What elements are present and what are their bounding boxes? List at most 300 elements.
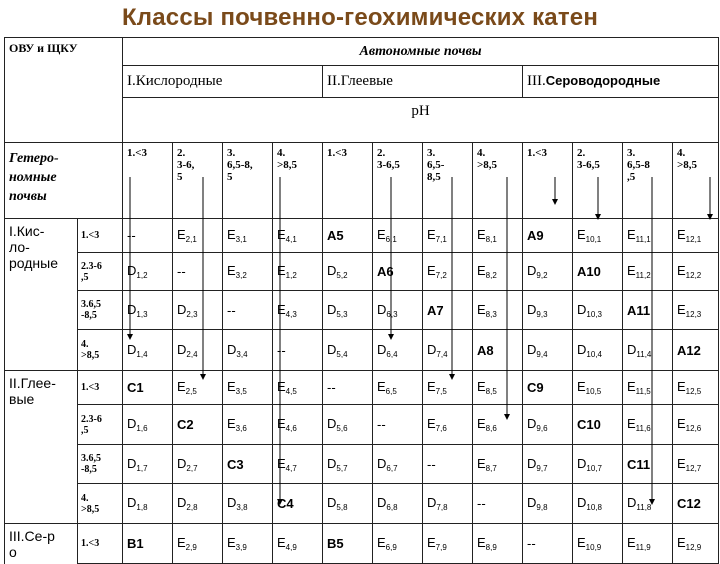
catena-class-code: D <box>377 301 387 317</box>
catena-class-index: 8,5 <box>485 387 497 396</box>
catena-class-code: E <box>277 379 286 394</box>
catena-class-cell <box>573 524 623 564</box>
catena-class-cell <box>323 253 373 291</box>
catena-class-cell <box>623 330 673 371</box>
catena-class-code: E <box>277 227 286 242</box>
row-ph-label: 3.6,5 -8,5 <box>78 291 123 330</box>
table-row <box>5 371 719 405</box>
catena-class-code: -- <box>477 496 486 511</box>
catena-class-cell <box>323 445 373 484</box>
catena-class-index: 2,1 <box>185 235 197 244</box>
catena-class-code: A8 <box>477 342 494 358</box>
catena-class-index: 3,9 <box>235 543 247 552</box>
catena-class-cell <box>173 524 223 564</box>
row-group-label-2: II.Глее- вые <box>5 371 78 524</box>
catena-class-code: E <box>177 535 186 550</box>
catena-class-index: 11,8 <box>636 503 652 512</box>
catena-class-cell <box>623 371 673 405</box>
catena-class-index: 7,6 <box>435 424 447 433</box>
catena-class-code: E <box>227 379 236 394</box>
catena-class-code: E <box>427 416 436 431</box>
row-group-label-1: I.Кис- ло- родные <box>5 219 78 371</box>
catena-class-cell <box>223 291 273 330</box>
catena-class-code: D <box>127 263 137 278</box>
catena-class-cell <box>273 253 323 291</box>
catena-class-index: 3,2 <box>235 271 247 280</box>
catena-class-cell <box>323 330 373 371</box>
catena-class-code: D <box>527 416 537 431</box>
catena-class-cell <box>423 291 473 330</box>
ph-class-header-11: 3. 6,5-8 ,5 <box>623 143 673 219</box>
catena-class-index: 6,9 <box>385 543 397 552</box>
catena-class-cell <box>173 405 223 445</box>
catena-class-cell <box>123 291 173 330</box>
ph-class-header-12: 4. >8,5 <box>673 143 719 219</box>
group-hydrogen-sulfide-number: III. <box>527 73 546 89</box>
catena-class-index: 10,3 <box>586 309 602 319</box>
catena-class-cell <box>123 330 173 371</box>
catena-class-cell <box>523 445 573 484</box>
catena-class-cell <box>373 405 423 445</box>
catena-class-cell <box>573 219 623 253</box>
catena-class-index: 10,9 <box>585 543 602 552</box>
catena-class-code: D <box>327 263 337 278</box>
catena-class-cell <box>423 445 473 484</box>
catena-class-index: 10,7 <box>586 463 602 473</box>
catena-class-cell <box>373 330 423 371</box>
catena-class-index: 3,1 <box>235 235 247 244</box>
row-ph-label: 1.<3 <box>78 371 123 405</box>
ph-class-header-3: 3. 6,5-8, 5 <box>223 143 273 219</box>
catena-class-index: 4,3 <box>285 309 297 319</box>
catena-class-index: 10,1 <box>585 235 602 244</box>
catena-class-code: A11 <box>627 302 651 318</box>
group-gley-header: II.Глеевые <box>323 66 523 98</box>
catena-class-cell <box>123 445 173 484</box>
catena-class-code: E <box>477 455 486 471</box>
catena-class-cell <box>373 291 423 330</box>
catena-class-cell <box>123 219 173 253</box>
catena-class-index: 7,9 <box>435 543 447 552</box>
catena-class-code: E <box>427 227 436 242</box>
catena-class-code: C2 <box>177 417 194 432</box>
catena-class-code: D <box>327 301 337 317</box>
catena-class-index: 11,4 <box>636 349 652 359</box>
catena-class-index: 2,9 <box>185 543 197 552</box>
catena-class-code: E <box>227 535 236 550</box>
catena-class-cell <box>273 484 323 524</box>
catena-class-cell <box>473 405 523 445</box>
catena-class-code: C11 <box>627 456 651 472</box>
catena-class-index: 1,2 <box>136 271 148 280</box>
ph-class-header-10: 2. 3-6,5 <box>573 143 623 219</box>
row-ph-label: 1.<3 <box>78 219 123 253</box>
catena-class-cell <box>623 484 673 524</box>
row-ph-label: 2.3-6 ,5 <box>78 405 123 445</box>
catena-class-cell <box>273 524 323 564</box>
catena-class-code: A10 <box>577 264 601 279</box>
catena-class-cell <box>573 445 623 484</box>
catena-class-code: D <box>527 263 537 278</box>
catena-class-index: 12,1 <box>685 235 702 244</box>
catena-class-cell <box>473 524 523 564</box>
catena-class-code: D <box>577 301 587 317</box>
table-row <box>5 445 719 484</box>
catena-class-code: D <box>177 341 187 357</box>
catena-class-index: 3,6 <box>235 424 247 433</box>
catena-class-code: D <box>127 455 137 471</box>
catena-class-code: E <box>627 379 636 394</box>
catena-class-index: 1,2 <box>285 271 297 280</box>
catena-class-cell <box>573 330 623 371</box>
catena-class-code: D <box>127 301 137 317</box>
catena-class-cell <box>523 219 573 253</box>
catena-class-index: 3,5 <box>235 387 247 396</box>
catena-class-cell <box>423 484 473 524</box>
catena-class-code: E <box>227 416 236 431</box>
catena-class-cell <box>423 405 473 445</box>
row-ph-label: 1.<3 <box>78 524 123 564</box>
catena-class-cell <box>373 253 423 291</box>
catena-class-index: 7,1 <box>435 235 447 244</box>
catena-class-index: 1,8 <box>136 503 148 512</box>
catena-class-index: 8,3 <box>485 309 497 319</box>
catena-class-index: 5,7 <box>336 463 348 473</box>
catena-class-code: C1 <box>127 380 144 395</box>
catena-class-cell <box>673 330 719 371</box>
catena-class-code: E <box>477 416 486 431</box>
catena-class-code: D <box>527 495 537 510</box>
catena-class-index: 4,1 <box>285 235 297 244</box>
catena-class-cell <box>473 219 523 253</box>
catena-classes-table <box>4 37 719 564</box>
catena-class-cell <box>123 371 173 405</box>
catena-class-code: -- <box>377 417 386 432</box>
catena-class-cell <box>573 291 623 330</box>
group-hydrogen-sulfide-header <box>523 66 719 98</box>
catena-class-code: C3 <box>227 456 244 472</box>
catena-class-cell <box>173 330 223 371</box>
catena-class-cell <box>473 330 523 371</box>
catena-class-cell <box>673 484 719 524</box>
catena-class-code: E <box>377 227 386 242</box>
catena-class-code: E <box>427 379 436 394</box>
catena-class-cell <box>673 253 719 291</box>
catena-class-cell <box>623 291 673 330</box>
catena-class-index: 11,2 <box>635 271 651 280</box>
catena-class-index: 1,4 <box>136 349 148 359</box>
catena-class-code: C10 <box>577 417 601 432</box>
catena-class-code: -- <box>527 536 536 551</box>
ph-class-header-9: 1.<3 <box>523 143 573 219</box>
ovu-header: ОВУ и ЩКУ <box>5 38 123 143</box>
catena-class-cell <box>423 253 473 291</box>
catena-class-code: E <box>177 379 186 394</box>
catena-class-index: 9,4 <box>536 349 548 359</box>
catena-table-container <box>4 37 718 560</box>
catena-class-code: D <box>127 416 137 431</box>
catena-class-cell <box>373 484 423 524</box>
table-row <box>5 405 719 445</box>
catena-class-cell <box>223 371 273 405</box>
catena-class-index: 2,8 <box>186 503 198 512</box>
catena-class-cell <box>523 484 573 524</box>
catena-class-index: 8,6 <box>485 424 497 433</box>
ph-class-header-4: 4. >8,5 <box>273 143 323 219</box>
catena-class-code: E <box>627 535 636 550</box>
catena-class-index: 8,1 <box>485 235 497 244</box>
catena-class-index: 11,1 <box>635 235 651 244</box>
catena-class-cell <box>223 445 273 484</box>
catena-class-cell <box>673 371 719 405</box>
catena-class-code: E <box>277 416 286 431</box>
catena-class-cell <box>623 445 673 484</box>
catena-class-code: E <box>627 416 636 431</box>
catena-class-index: 11,6 <box>635 424 651 433</box>
catena-class-index: 3,8 <box>236 503 248 512</box>
row-ph-label: 4. >8,5 <box>78 330 123 371</box>
ph-class-header-2: 2. 3-6, 5 <box>173 143 223 219</box>
catena-class-code: E <box>677 416 686 431</box>
catena-class-cell <box>623 219 673 253</box>
catena-class-cell <box>423 330 473 371</box>
catena-class-code: E <box>627 227 636 242</box>
catena-class-code: E <box>427 535 436 550</box>
catena-class-code: E <box>477 301 486 317</box>
catena-class-code: E <box>277 535 286 550</box>
catena-class-cell <box>673 405 719 445</box>
catena-class-index: 8,2 <box>485 271 497 280</box>
catena-class-index: 6,5 <box>385 387 397 396</box>
catena-class-cell <box>373 445 423 484</box>
table-row <box>5 219 719 253</box>
catena-class-code: E <box>477 535 486 550</box>
catena-class-cell <box>223 253 273 291</box>
catena-class-index: 5,2 <box>336 271 348 280</box>
catena-class-index: 7,2 <box>435 271 447 280</box>
catena-class-code: D <box>527 455 537 471</box>
row-ph-label: 4. >8,5 <box>78 484 123 524</box>
catena-class-cell <box>623 524 673 564</box>
catena-class-cell <box>523 524 573 564</box>
catena-class-cell <box>523 291 573 330</box>
catena-class-cell <box>373 371 423 405</box>
catena-class-code: D <box>627 341 637 357</box>
catena-class-index: 9,3 <box>536 309 548 319</box>
catena-class-index: 12,2 <box>685 271 702 280</box>
catena-class-code: D <box>627 495 637 510</box>
catena-class-code: -- <box>327 380 336 395</box>
catena-class-code: D <box>227 341 237 357</box>
catena-class-cell <box>273 219 323 253</box>
catena-class-cell <box>223 524 273 564</box>
catena-class-index: 12,5 <box>685 387 702 396</box>
catena-class-code: D <box>177 301 187 317</box>
catena-class-cell <box>573 405 623 445</box>
catena-class-index: 8,7 <box>485 463 497 473</box>
catena-class-index: 11,5 <box>635 387 651 396</box>
catena-class-code: D <box>227 495 237 510</box>
catena-class-index: 12,6 <box>685 424 702 433</box>
catena-class-cell <box>323 405 373 445</box>
catena-class-cell <box>673 524 719 564</box>
catena-class-cell <box>623 253 673 291</box>
catena-class-cell <box>373 524 423 564</box>
catena-class-cell <box>323 524 373 564</box>
catena-class-index: 5,6 <box>336 424 348 433</box>
table-row <box>5 291 719 330</box>
catena-class-code: A9 <box>527 228 544 243</box>
catena-class-cell <box>173 484 223 524</box>
catena-class-cell <box>273 330 323 371</box>
row-group-label-3: III.Се-р о <box>5 524 78 564</box>
catena-class-index: 9,7 <box>536 463 548 473</box>
ph-header: pH <box>123 98 719 143</box>
catena-class-code: E <box>427 263 436 278</box>
catena-class-cell <box>323 291 373 330</box>
catena-class-cell <box>473 484 523 524</box>
catena-class-cell <box>423 371 473 405</box>
catena-class-cell <box>323 371 373 405</box>
catena-class-code: D <box>377 495 387 510</box>
catena-class-index: 4,7 <box>285 463 297 473</box>
catena-class-code: D <box>177 495 187 510</box>
catena-class-code: E <box>177 227 186 242</box>
catena-class-index: 12,7 <box>685 463 702 473</box>
catena-class-code: -- <box>127 228 136 243</box>
catena-class-index: 2,7 <box>186 463 198 473</box>
catena-class-code: D <box>577 341 587 357</box>
catena-class-index: 1,3 <box>136 309 148 319</box>
catena-class-index: 6,7 <box>386 463 398 473</box>
catena-class-cell <box>523 253 573 291</box>
catena-class-index: 11,9 <box>635 543 651 552</box>
catena-class-cell <box>123 484 173 524</box>
catena-class-code: -- <box>427 456 436 472</box>
catena-class-code: E <box>577 227 586 242</box>
catena-class-cell <box>523 405 573 445</box>
catena-class-cell <box>223 330 273 371</box>
catena-class-cell <box>223 219 273 253</box>
catena-class-index: 6,8 <box>386 503 398 512</box>
catena-class-index: 6,1 <box>385 235 397 244</box>
catena-class-index: 10,8 <box>586 503 602 512</box>
heteronomous-soils-header: Гетеро- номные почвы <box>5 143 123 219</box>
catena-class-index: 6,3 <box>386 309 398 319</box>
catena-class-cell <box>673 291 719 330</box>
catena-class-code: E <box>677 301 686 317</box>
catena-class-code: C9 <box>527 380 544 395</box>
catena-class-index: 5,8 <box>336 503 348 512</box>
catena-class-cell <box>623 405 673 445</box>
catena-class-code: D <box>527 301 537 317</box>
catena-class-index: 1,6 <box>136 424 148 433</box>
catena-class-code: E <box>677 379 686 394</box>
catena-class-index: 7,4 <box>436 349 448 359</box>
catena-class-code: D <box>127 495 137 510</box>
catena-class-index: 5,3 <box>336 309 348 319</box>
catena-class-cell <box>423 524 473 564</box>
ph-class-header-6: 2. 3-6,5 <box>373 143 423 219</box>
catena-class-cell <box>673 445 719 484</box>
catena-class-code: A5 <box>327 228 344 243</box>
ph-class-header-1: 1.<3 <box>123 143 173 219</box>
catena-class-cell <box>323 219 373 253</box>
catena-class-cell <box>473 371 523 405</box>
catena-class-cell <box>123 253 173 291</box>
catena-class-cell <box>473 445 523 484</box>
catena-class-index: 4,5 <box>285 387 297 396</box>
catena-class-cell <box>323 484 373 524</box>
catena-class-code: E <box>227 263 236 278</box>
catena-class-index: 7,5 <box>435 387 447 396</box>
catena-class-code: E <box>677 535 686 550</box>
catena-class-code: D <box>327 455 337 471</box>
catena-class-code: D <box>377 455 387 471</box>
catena-class-code: E <box>277 301 286 317</box>
catena-class-cell <box>373 219 423 253</box>
catena-class-index: 5,4 <box>336 349 348 359</box>
catena-class-index: 3,4 <box>236 349 248 359</box>
catena-class-code: B1 <box>127 536 144 551</box>
catena-class-code: E <box>227 227 236 242</box>
catena-class-code: -- <box>177 264 186 279</box>
catena-class-cell <box>123 405 173 445</box>
catena-class-code: A12 <box>677 342 701 358</box>
catena-class-code: D <box>577 455 587 471</box>
catena-class-code: E <box>577 535 586 550</box>
catena-class-code: D <box>177 455 187 471</box>
catena-class-cell <box>223 405 273 445</box>
catena-class-cell <box>273 371 323 405</box>
catena-class-code: D <box>527 341 537 357</box>
table-row <box>5 330 719 371</box>
catena-class-code: D <box>377 341 387 357</box>
ph-class-header-7: 3. 6,5- 8,5 <box>423 143 473 219</box>
catena-class-code: E <box>677 455 686 471</box>
ph-class-header-5: 1.<3 <box>323 143 373 219</box>
catena-class-index: 12,9 <box>685 543 702 552</box>
catena-class-index: 2,3 <box>186 309 198 319</box>
catena-class-index: 4,9 <box>285 543 297 552</box>
catena-class-code: E <box>377 535 386 550</box>
catena-class-index: 1,7 <box>136 463 148 473</box>
catena-class-index: 6,4 <box>386 349 398 359</box>
autonomous-soils-header: Автономные почвы <box>123 38 719 66</box>
catena-class-code: -- <box>277 342 286 358</box>
catena-class-cell <box>173 219 223 253</box>
catena-class-code: D <box>327 416 337 431</box>
catena-class-code: E <box>577 379 586 394</box>
catena-class-index: 7,8 <box>436 503 448 512</box>
catena-class-index: 9,6 <box>536 424 548 433</box>
catena-class-cell <box>173 445 223 484</box>
catena-class-code: C4 <box>277 496 294 511</box>
catena-class-code: -- <box>227 302 236 318</box>
catena-class-code: D <box>327 495 337 510</box>
row-ph-label: 2.3-6 ,5 <box>78 253 123 291</box>
catena-class-code: D <box>577 495 587 510</box>
catena-class-cell <box>573 484 623 524</box>
catena-class-index: 12,3 <box>685 309 702 319</box>
catena-class-cell <box>173 291 223 330</box>
catena-class-code: E <box>377 379 386 394</box>
catena-class-code: D <box>427 341 437 357</box>
catena-class-index: 2,5 <box>185 387 197 396</box>
catena-class-code: E <box>477 263 486 278</box>
catena-class-code: D <box>127 341 137 357</box>
catena-class-code: A7 <box>427 302 444 318</box>
